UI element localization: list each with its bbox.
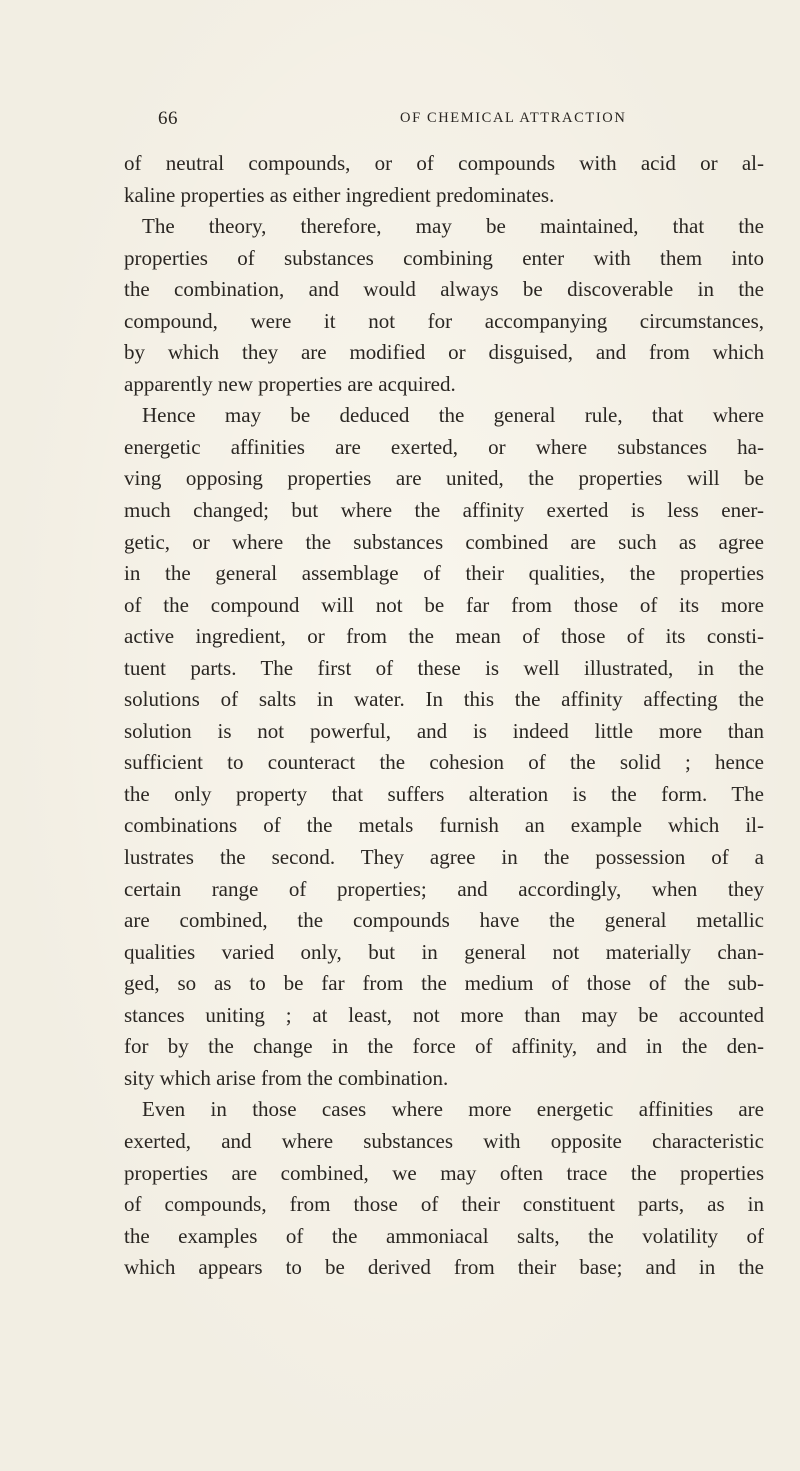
text-line: in the general assemblage of their qualities, the properties [124, 561, 764, 586]
text-line: much changed; but where the affinity exerted is less ener- [124, 498, 764, 523]
text-line: the combination, and would always be discoverable in the [124, 277, 764, 302]
text-line: stances uniting ; at least, not more than may be accounted [124, 1002, 764, 1027]
text-line: certain range of properties; and accordingly, when they [124, 876, 764, 901]
text-line: ving opposing properties are united, the properties will be [124, 466, 764, 491]
text-line: the examples of the ammoniacal salts, the volatility of [124, 1223, 764, 1248]
text-line: getic, or where the substances combined are such as agree [124, 529, 764, 554]
text-line: apparently new properties are acquired. [124, 371, 456, 396]
text-line: solutions of salts in water. In this the affinity affecting the [124, 687, 764, 712]
text-line: Even in those cases where more energetic affinities are [142, 1097, 764, 1122]
text-line: the only property that suffers alteration is the form. The [124, 781, 764, 806]
text-line: exerted, and where substances with opposite characteristic [124, 1128, 764, 1153]
text-line: properties are combined, we may often trace the properties [124, 1160, 764, 1185]
text-line: of the compound will not be far from those of its more [124, 592, 764, 617]
text-line: kaline properties as either ingredient predominates. [124, 182, 555, 207]
text-line: combinations of the metals furnish an example which il- [124, 813, 764, 838]
text-line: sity which arise from the combination. [124, 1065, 449, 1090]
text-line: are combined, the compounds have the general metallic [124, 908, 764, 933]
text-line: compound, were it not for accompanying circumstances, [124, 308, 764, 333]
text-line: for by the change in the force of affinity, and in the den- [124, 1034, 764, 1059]
text-line: The theory, therefore, may be maintained, that the [142, 214, 764, 239]
page-number: 66 [158, 108, 178, 129]
text-line: properties of substances combining enter with them into [124, 245, 764, 270]
text-line: tuent parts. The first of these is well illustrated, in the [124, 655, 764, 680]
body-text [124, 148, 764, 1284]
text-line: qualities varied only, but in general not materially chan- [124, 939, 764, 964]
running-head [158, 108, 778, 134]
text-line: solution is not powerful, and is indeed little more than [124, 718, 764, 743]
text-line: Hence may be deduced the general rule, that where [142, 403, 764, 428]
text-line: which appears to be derived from their base; and in the [124, 1255, 764, 1280]
text-line: of neutral compounds, or of compounds with acid or al- [124, 151, 764, 175]
text-line: ged, so as to be far from the medium of those of the sub- [124, 971, 764, 996]
text-line: of compounds, from those of their constituent parts, as in [124, 1192, 764, 1217]
running-title: OF CHEMICAL ATTRACTION [400, 110, 627, 126]
text-line: by which they are modified or disguised, and from which [124, 340, 764, 365]
text-line: sufficient to counteract the cohesion of the solid ; hence [124, 750, 764, 775]
text-line: lustrates the second. They agree in the possession of a [124, 845, 764, 870]
text-line: energetic affinities are exerted, or where substances ha- [124, 434, 764, 459]
text-line: active ingredient, or from the mean of those of its consti- [124, 624, 764, 649]
